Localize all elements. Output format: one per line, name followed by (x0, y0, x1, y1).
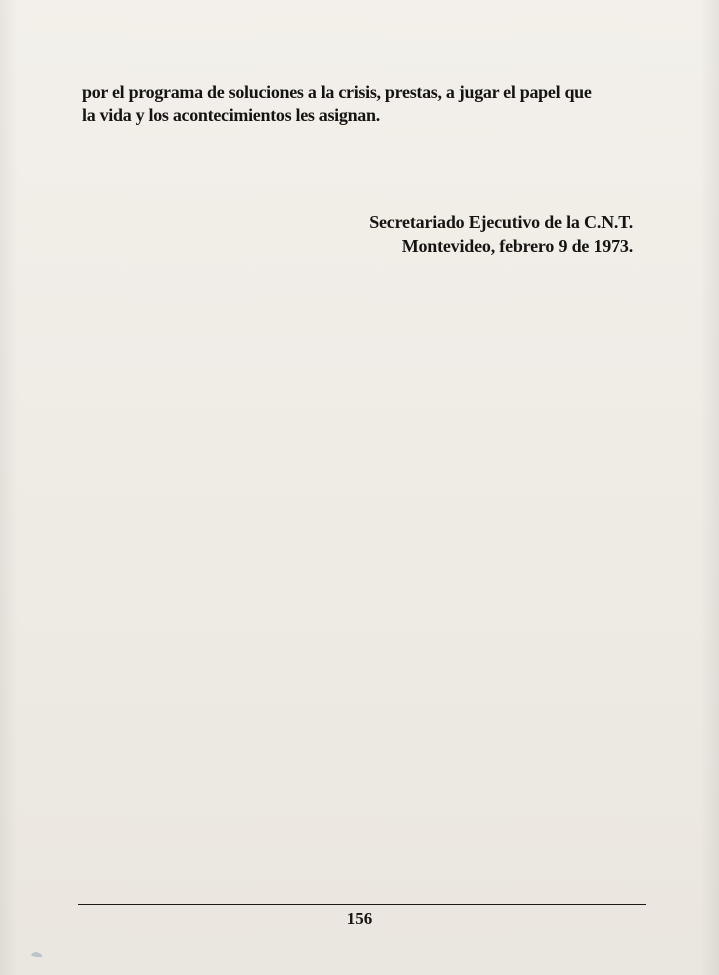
closing-paragraph (82, 81, 642, 127)
footer-divider (78, 904, 646, 905)
paragraph-line: por el programa de soluciones a la crisis, prestas, a jugar el papel que (82, 82, 592, 102)
signature-place-date: Montevideo, febrero 9 de 1973. (401, 236, 633, 256)
page-number: 156 (346, 909, 373, 928)
paragraph-line: la vida y los acontecimientos les asignan. (82, 105, 380, 125)
signature-block (369, 210, 633, 258)
signature-organization: Secretariado Ejecutivo de la C.N.T. (369, 212, 633, 232)
ink-speck-icon (30, 950, 44, 958)
